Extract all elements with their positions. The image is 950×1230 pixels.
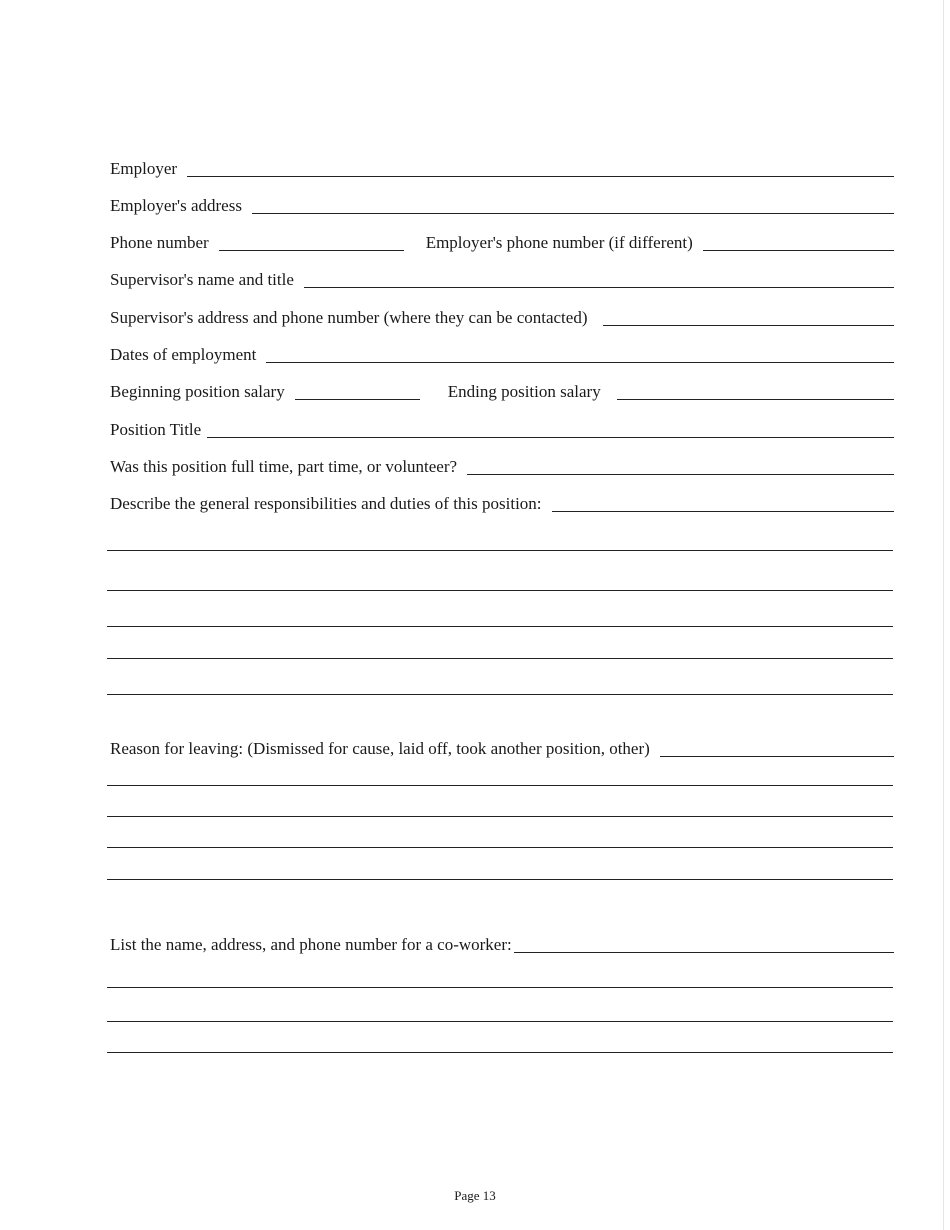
employer-phone-label: Employer's phone number (if different) [425,233,693,252]
position-title-row [110,420,894,440]
dates-field[interactable] [266,350,894,363]
duties-field[interactable] [552,499,894,512]
supervisor-row [110,270,894,290]
reason-line[interactable] [107,879,893,880]
coworker-label: List the name, address, and phone number for a co-worker: [110,935,512,954]
page-edge [943,0,944,1230]
salary-row [110,382,894,402]
position-type-row [110,457,894,477]
coworker-field[interactable] [514,940,894,953]
ending-salary-label: Ending position salary [447,382,601,401]
reason-label: Reason for leaving: (Dismissed for cause, laid off, took another position, other) [110,739,650,758]
beginning-salary-label: Beginning position salary [110,382,285,401]
duties-line[interactable] [107,626,893,627]
reason-row [110,739,894,759]
reason-line[interactable] [107,847,893,848]
employer-phone-field[interactable] [703,238,894,251]
supervisor-contact-row [110,308,894,328]
employer-address-label: Employer's address [110,196,242,215]
employer-row [110,159,894,179]
supervisor-contact-label: Supervisor's address and phone number (where they can be contacted) [110,308,588,327]
phone-label: Phone number [110,233,209,252]
supervisor-contact-field[interactable] [603,313,894,326]
position-title-field[interactable] [207,425,894,438]
coworker-line[interactable] [107,1052,893,1053]
duties-row [110,494,894,514]
employer-label: Employer [110,159,178,178]
phone-field[interactable] [219,238,404,251]
employer-address-row [110,196,894,216]
coworker-row [110,935,894,955]
duties-line[interactable] [107,694,893,695]
position-title-label: Position Title [110,420,202,439]
dates-label: Dates of employment [110,345,257,364]
ending-salary-field[interactable] [617,387,894,400]
duties-label: Describe the general responsibilities and duties of this position: [110,494,542,513]
duties-line[interactable] [107,658,893,659]
position-type-field[interactable] [467,462,894,475]
beginning-salary-field[interactable] [295,387,420,400]
supervisor-label: Supervisor's name and title [110,270,294,289]
phone-row [110,233,894,253]
employer-address-field[interactable] [252,201,894,214]
reason-line[interactable] [107,816,893,817]
page-number: Page 13 [454,1188,496,1203]
employer-field[interactable] [187,164,894,177]
supervisor-field[interactable] [304,275,894,288]
duties-line[interactable] [107,550,893,551]
reason-line[interactable] [107,785,893,786]
reason-field[interactable] [660,744,894,757]
coworker-line[interactable] [107,1021,893,1022]
coworker-line[interactable] [107,987,893,988]
dates-row [110,345,894,365]
position-type-label: Was this position full time, part time, or volunteer? [110,457,458,476]
duties-line[interactable] [107,590,893,591]
